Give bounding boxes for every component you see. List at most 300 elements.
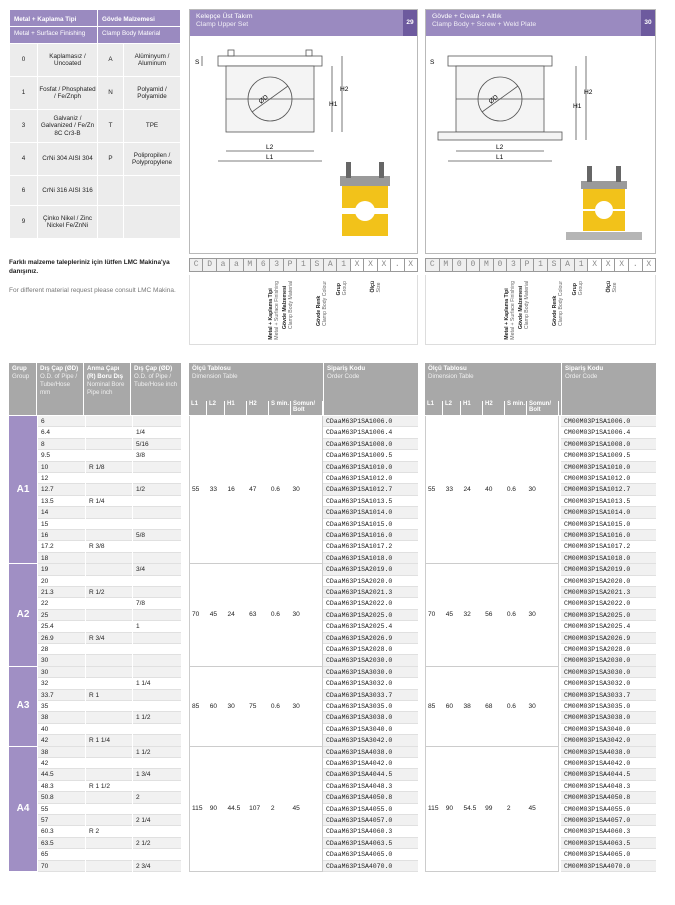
dim-value: 0.6 xyxy=(270,486,280,494)
code-char-box: M xyxy=(480,258,494,272)
order-code-1: CDaaM63P1SA1006.0 xyxy=(323,416,418,427)
material-cell: 6 xyxy=(10,176,38,206)
order-code-1: CDaaM63P1SA2030.0 xyxy=(323,655,418,666)
order-code-1: CDaaM63P1SA1015.0 xyxy=(323,519,418,530)
code-char-box: 3 xyxy=(270,258,283,272)
dim-l1: L1 xyxy=(266,154,274,161)
dim-value: 2 xyxy=(270,805,275,813)
metal-head: Metal + Kaplama Tipi xyxy=(10,10,98,27)
code-char-box: C xyxy=(425,258,440,272)
material-row xyxy=(10,143,181,176)
nominal-bore-cell xyxy=(86,598,132,609)
order-code-2: CM00M03P1SA3042.0 xyxy=(561,735,656,746)
dim-l2: L2 xyxy=(266,144,274,151)
od-inch-cell xyxy=(133,758,181,769)
code-char-box: A xyxy=(324,258,337,272)
clamp-body-drawing xyxy=(426,36,655,252)
dim-value: 45 xyxy=(445,611,454,619)
od-inch-cell: 1 1/2 xyxy=(133,747,181,758)
left-table-header: Grup Group Dış Çap (ØD) O.D. of Pipe / Tube/Hose mm Anma Çapı (R) Boru Dış Nominal Bore Pipe inch Dış Çap (ØD) O.D. of Pipe / Tube/Hose inch xyxy=(9,363,181,415)
order-code-2: CM00M03P1SA2028.0 xyxy=(561,644,656,655)
od-mm-cell: 57 xyxy=(38,815,85,826)
order-code-2: CM00M03P1SA4055.0 xyxy=(561,804,656,815)
order-code-2: CM00M03P1SA3032.0 xyxy=(561,678,656,689)
panel2-title: Gövde + Cıvata + Altlık xyxy=(432,13,502,20)
order-code-2: CM00M03P1SA2025.4 xyxy=(561,621,656,632)
od-inch-cell: 5/16 xyxy=(133,439,181,450)
dim-value: 115 xyxy=(192,805,203,813)
code-char-box: A xyxy=(561,258,575,272)
od-mm-cell: 18 xyxy=(38,553,85,564)
od-inch-cell: 2 1/4 xyxy=(133,815,181,826)
nominal-bore-cell: R 3/8 xyxy=(86,541,132,552)
dim-value: 68 xyxy=(485,702,493,710)
od-mm-cell: 19 xyxy=(38,564,85,575)
nominal-bore-cell xyxy=(86,610,132,621)
order-code-2: CM00M03P1SA4057.0 xyxy=(561,815,656,826)
od-mm-cell: 12 xyxy=(38,473,85,484)
order-code-2: CM00M03P1SA4060.3 xyxy=(561,826,656,837)
dim-col-head: H1 xyxy=(461,401,483,415)
code-char-box: M xyxy=(440,258,454,272)
code-char-box: . xyxy=(629,258,643,272)
material-cell: Kaplamasız / Uncoated xyxy=(38,44,98,77)
svg-text:L2: L2 xyxy=(496,144,504,151)
od-mm-cell: 40 xyxy=(38,724,85,735)
dim-h1: H1 xyxy=(329,101,338,108)
body-head: Gövde Malzemesi xyxy=(98,10,181,27)
od-inch-cell xyxy=(133,553,181,564)
od-inch-cell: 2 xyxy=(133,792,181,803)
order-code-2: CM00M03P1SA2022.0 xyxy=(561,598,656,609)
od-inch-cell: 1/4 xyxy=(133,427,181,438)
od-inch-cell xyxy=(133,690,181,701)
od-mm-cell: 38 xyxy=(38,712,85,723)
dim-value: 70 xyxy=(192,611,200,619)
order-code-1: CDaaM63P1SA4065.0 xyxy=(323,849,418,860)
dims-table-1 xyxy=(189,416,323,564)
od-inch-cell: 3/8 xyxy=(133,450,181,461)
order-code-1: CDaaM63P1SA4042.0 xyxy=(323,758,418,769)
order-code-1: CDaaM63P1SA3033.7 xyxy=(323,690,418,701)
order-code-2: CM00M03P1SA1012.7 xyxy=(561,484,656,495)
material-cell: TPE xyxy=(124,110,181,143)
dim-value: 115 xyxy=(428,805,439,813)
nominal-bore-cell xyxy=(86,576,132,587)
order-code-1: CDaaM63P1SA2019.0 xyxy=(323,564,418,575)
code-legend-1: Metal + Kaplama Tipi Metal + Surface Finishing Gövde Malzemesi Clamp Body Material Gövde Renk Clamp Body Colour Grup Group Ölçü Size xyxy=(189,275,418,345)
code-char-box: X xyxy=(405,258,418,272)
order-code-boxes-1 xyxy=(189,258,418,272)
order-code-2: CM00M03P1SA2019.0 xyxy=(561,564,656,575)
nominal-bore-cell: R 1 1/4 xyxy=(86,735,132,746)
dim-value: 0.6 xyxy=(506,611,516,619)
od-inch-cell xyxy=(133,826,181,837)
order-code-2: CM00M03P1SA4038.0 xyxy=(561,747,656,758)
material-cell: P xyxy=(98,143,124,176)
order-code-1: CDaaM63P1SA1010.0 xyxy=(323,462,418,473)
od-inch-cell: 3/4 xyxy=(133,564,181,575)
order-code-2: CM00M03P1SA4070.0 xyxy=(561,861,656,872)
od-mm-cell: 26.9 xyxy=(38,633,85,644)
order-code-2: CM00M03P1SA1018.0 xyxy=(561,553,656,564)
dim-col-head: L2 xyxy=(443,401,461,415)
dim-value: 90 xyxy=(445,805,454,813)
od-mm-cell: 12.7 xyxy=(38,484,85,495)
dims-table-1 xyxy=(189,667,323,747)
material-row xyxy=(10,206,181,239)
dim-value: 32 xyxy=(463,611,471,619)
clamp-upper-set-drawing xyxy=(190,36,417,252)
dims-table-2 xyxy=(425,564,559,667)
order-code-2: CM00M03P1SA4063.5 xyxy=(561,838,656,849)
dim-value: 56 xyxy=(485,611,493,619)
code-char-box: X xyxy=(364,258,377,272)
od-inch-cell: 2 1/2 xyxy=(133,838,181,849)
order-code-1: CDaaM63P1SA3032.0 xyxy=(323,678,418,689)
code-char-box: D xyxy=(203,258,216,272)
dim-value: 16 xyxy=(227,486,235,494)
dim-value: 55 xyxy=(428,486,436,494)
dim-h2: H2 xyxy=(340,86,349,93)
material-cell: Polyamid / Polyamide xyxy=(124,77,181,110)
dim-value: 60 xyxy=(209,702,218,710)
od-mm-cell: 8 xyxy=(38,439,85,450)
code-char-box: P xyxy=(284,258,297,272)
dim-col-head: H2 xyxy=(247,401,269,415)
code-char-box: 1 xyxy=(575,258,589,272)
panel2-subtitle: Clamp Body + Screw + Weld Plate xyxy=(432,21,537,28)
nominal-bore-cell xyxy=(86,838,132,849)
dims-table-1 xyxy=(189,564,323,667)
od-mm-cell: 33.7 xyxy=(38,690,85,701)
material-cell: T xyxy=(98,110,124,143)
dim-value: 30 xyxy=(292,702,300,710)
nominal-bore-cell xyxy=(86,484,132,495)
od-mm-cell: 32 xyxy=(38,678,85,689)
dim-value: 99 xyxy=(485,805,493,813)
material-cell: 9 xyxy=(10,206,38,239)
dim-s: S xyxy=(195,59,200,66)
order-code-1: CDaaM63P1SA4038.0 xyxy=(323,747,418,758)
dim-value: 45 xyxy=(209,611,218,619)
od-mm-cell: 22 xyxy=(38,598,85,609)
order-code-1: CDaaM63P1SA1014.0 xyxy=(323,507,418,518)
order-code-1: CDaaM63P1SA4048.3 xyxy=(323,781,418,792)
od-inch-cell: 1 1/4 xyxy=(133,678,181,689)
order-code-2: CM00M03P1SA2026.9 xyxy=(561,633,656,644)
order-code-1: CDaaM63P1SA2025.0 xyxy=(323,610,418,621)
panel1-title: Kelepçe Üst Takım xyxy=(196,13,253,20)
order-code-1: CDaaM63P1SA2025.4 xyxy=(323,621,418,632)
nominal-bore-cell xyxy=(86,553,132,564)
dim-col-head: L1 xyxy=(189,401,207,415)
nominal-bore-cell xyxy=(86,861,132,872)
nominal-bore-cell xyxy=(86,792,132,803)
dim-value: 30 xyxy=(528,486,536,494)
note-en: For different material request please consult LMC Makina. xyxy=(9,287,176,294)
dim-value: 54.5 xyxy=(463,805,477,813)
clamp-weld-photo xyxy=(566,166,642,240)
od-mm-cell: 15 xyxy=(38,519,85,530)
order-code-2: CM00M03P1SA1008.0 xyxy=(561,439,656,450)
code-char-box: 0 xyxy=(467,258,481,272)
order-code-1: CDaaM63P1SA4070.0 xyxy=(323,861,418,872)
od-inch-cell: 7/8 xyxy=(133,598,181,609)
dim-col-head: L2 xyxy=(207,401,225,415)
material-cell xyxy=(124,206,181,239)
order-code-1: CDaaM63P1SA4060.3 xyxy=(323,826,418,837)
od-mm-cell: 10 xyxy=(38,462,85,473)
od-mm-cell: 20 xyxy=(38,576,85,587)
group-label: A1 xyxy=(9,416,37,563)
nominal-bore-cell xyxy=(86,416,132,427)
order-code-2: CM00M03P1SA1009.5 xyxy=(561,450,656,461)
nominal-bore-cell xyxy=(86,473,132,484)
product-panel-2 xyxy=(425,9,656,254)
dims-table-2 xyxy=(425,416,559,564)
od-mm-cell: 50.8 xyxy=(38,792,85,803)
order-code-1: CDaaM63P1SA3042.0 xyxy=(323,735,418,746)
code-char-box: X xyxy=(643,258,657,272)
code-char-box: . xyxy=(391,258,404,272)
od-mm-cell: 44.5 xyxy=(38,769,85,780)
od-mm-cell: 9.5 xyxy=(38,450,85,461)
dim-value: 90 xyxy=(209,805,218,813)
order-code-2: CM00M03P1SA2030.0 xyxy=(561,655,656,666)
dim-value: 30 xyxy=(292,611,300,619)
dims-table-1 xyxy=(189,747,323,872)
dim-value: 24 xyxy=(227,611,235,619)
svg-text:H2: H2 xyxy=(584,89,593,96)
code-char-box: P xyxy=(521,258,535,272)
order-code-2: CM00M03P1SA4050.8 xyxy=(561,792,656,803)
nominal-bore-cell xyxy=(86,724,132,735)
od-inch-cell xyxy=(133,473,181,484)
od-inch-cell xyxy=(133,781,181,792)
dim-value: 24 xyxy=(463,486,471,494)
dims-table-2 xyxy=(425,747,559,872)
dim-col-head: Somun/ Bolt xyxy=(291,401,323,415)
order-code-2: CM00M03P1SA1016.0 xyxy=(561,530,656,541)
material-cell: Alüminyum / Aluminum xyxy=(124,44,181,77)
nominal-bore-cell xyxy=(86,644,132,655)
code-char-box: 6 xyxy=(257,258,270,272)
material-cell: CrNi 304 AISI 304 xyxy=(38,143,98,176)
od-mm-cell: 6.4 xyxy=(38,427,85,438)
code-char-box: a xyxy=(230,258,243,272)
dim-value: 47 xyxy=(249,486,257,494)
material-cell: A xyxy=(98,44,124,77)
dim-col-head: H2 xyxy=(483,401,505,415)
material-row xyxy=(10,176,181,206)
dim-value: 85 xyxy=(428,702,436,710)
dims-table-2 xyxy=(425,667,559,747)
od-mm-cell: 14 xyxy=(38,507,85,518)
order-code-boxes-2 xyxy=(425,258,656,272)
od-inch-cell: 2 3/4 xyxy=(133,861,181,872)
nominal-bore-cell xyxy=(86,804,132,815)
order-code-2: CM00M03P1SA2020.0 xyxy=(561,576,656,587)
od-mm-cell: 35 xyxy=(38,701,85,712)
code-char-box: S xyxy=(548,258,562,272)
order-code-2: CM00M03P1SA1017.2 xyxy=(561,541,656,552)
order-code-2: CM00M03P1SA1006.4 xyxy=(561,427,656,438)
page-number-30: 30 xyxy=(641,10,655,36)
od-mm-cell: 25.4 xyxy=(38,621,85,632)
group-label: A4 xyxy=(9,747,37,871)
code-char-box: X xyxy=(615,258,629,272)
nominal-bore-cell xyxy=(86,747,132,758)
order-code-1: CDaaM63P1SA4044.5 xyxy=(323,769,418,780)
od-inch-cell xyxy=(133,587,181,598)
order-code-2: CM00M03P1SA4048.3 xyxy=(561,781,656,792)
dim-value: 0.6 xyxy=(270,611,280,619)
material-cell: Polipropilen / Polypropylene xyxy=(124,143,181,176)
od-mm-cell: 38 xyxy=(38,747,85,758)
od-inch-cell: 1 xyxy=(133,621,181,632)
od-inch-cell xyxy=(133,667,181,678)
od-mm-cell: 28 xyxy=(38,644,85,655)
order-code-1: CDaaM63P1SA1013.5 xyxy=(323,496,418,507)
material-cell: Galvaniz / Galvanized / Fe/Zn 8C Cr3-B xyxy=(38,110,98,143)
od-inch-cell xyxy=(133,735,181,746)
order-code-1: CDaaM63P1SA1008.0 xyxy=(323,439,418,450)
svg-text:S: S xyxy=(430,59,435,66)
material-cell: Fosfat / Phosphated / Fe/Znph xyxy=(38,77,98,110)
nominal-bore-cell xyxy=(86,701,132,712)
order-code-1: CDaaM63P1SA3038.0 xyxy=(323,712,418,723)
dim-value: 45 xyxy=(292,805,300,813)
material-cell: 3 xyxy=(10,110,38,143)
dim-col-head: Somun/ Bolt xyxy=(527,401,559,415)
order-code-1: CDaaM63P1SA3030.0 xyxy=(323,667,418,678)
dim-value: 55 xyxy=(192,486,200,494)
od-inch-cell xyxy=(133,655,181,666)
od-mm-cell: 65 xyxy=(38,849,85,860)
order-code-2: CM00M03P1SA3030.0 xyxy=(561,667,656,678)
order-code-2: CM00M03P1SA3035.0 xyxy=(561,701,656,712)
order-code-2: CM00M03P1SA4044.5 xyxy=(561,769,656,780)
dim-value: 30 xyxy=(528,611,536,619)
nominal-bore-cell: R 1/4 xyxy=(86,496,132,507)
nominal-bore-cell: R 1/8 xyxy=(86,462,132,473)
code-char-box: 1 xyxy=(534,258,548,272)
nominal-bore-cell: R 1 xyxy=(86,690,132,701)
od-inch-cell xyxy=(133,576,181,587)
od-mm-cell: 48.3 xyxy=(38,781,85,792)
nominal-bore-cell xyxy=(86,849,132,860)
dim-value: 45 xyxy=(528,805,536,813)
clamp-photo xyxy=(340,162,390,236)
od-inch-cell: 1/2 xyxy=(133,484,181,495)
dim-value: 63 xyxy=(249,611,257,619)
order-code-1: CDaaM63P1SA2022.0 xyxy=(323,598,418,609)
dim-col-head: S min. xyxy=(505,401,527,415)
od-mm-cell: 70 xyxy=(38,861,85,872)
od-inch-cell xyxy=(133,462,181,473)
od-inch-cell xyxy=(133,519,181,530)
order-code-2: CM00M03P1SA2021.3 xyxy=(561,587,656,598)
code-char-box: 0 xyxy=(494,258,508,272)
order-code-1: CDaaM63P1SA2020.0 xyxy=(323,576,418,587)
od-inch-cell xyxy=(133,507,181,518)
od-inch-cell xyxy=(133,724,181,735)
od-mm-cell: 30 xyxy=(38,655,85,666)
material-cell: N xyxy=(98,77,124,110)
code-char-box: 0 xyxy=(453,258,467,272)
od-mm-cell: 42 xyxy=(38,735,85,746)
code-legend-2: Metal + Kaplama Tipi Metal + Surface Finishing Gövde Malzemesi Clamp Body Material Gövde Renk Clamp Body Colour Grup Group Ölçü Size xyxy=(425,275,656,345)
order-code-2: CM00M03P1SA3040.0 xyxy=(561,724,656,735)
group-label: A3 xyxy=(9,667,37,746)
order-code-2: CM00M03P1SA1012.0 xyxy=(561,473,656,484)
order-code-1: CDaaM63P1SA1012.7 xyxy=(323,484,418,495)
nominal-bore-cell xyxy=(86,564,132,575)
od-mm-cell: 25 xyxy=(38,610,85,621)
od-inch-cell xyxy=(133,416,181,427)
code-char-box: X xyxy=(351,258,364,272)
od-inch-cell xyxy=(133,849,181,860)
nominal-bore-cell xyxy=(86,758,132,769)
nominal-bore-cell xyxy=(86,427,132,438)
od-mm-cell: 55 xyxy=(38,804,85,815)
od-mm-cell: 17.2 xyxy=(38,541,85,552)
order-code-2: CM00M03P1SA3033.7 xyxy=(561,690,656,701)
order-code-1: CDaaM63P1SA4063.5 xyxy=(323,838,418,849)
od-inch-cell xyxy=(133,644,181,655)
code-char-box: a xyxy=(217,258,230,272)
dim-value: 33 xyxy=(209,486,218,494)
nominal-bore-cell xyxy=(86,621,132,632)
order-code-1: CDaaM63P1SA2028.0 xyxy=(323,644,418,655)
order-code-2: CM00M03P1SA1006.0 xyxy=(561,416,656,427)
page-number-29: 29 xyxy=(403,10,417,36)
od-inch-cell xyxy=(133,496,181,507)
material-cell xyxy=(98,176,124,206)
order-code-1: CDaaM63P1SA1006.4 xyxy=(323,427,418,438)
nominal-bore-cell xyxy=(86,769,132,780)
note-tr: Farklı malzeme talepleriniz için lütfen LMC Makina'ya danışınız. xyxy=(9,259,170,275)
code-char-box: X xyxy=(588,258,602,272)
nominal-bore-cell xyxy=(86,678,132,689)
order-code-2: CM00M03P1SA1015.0 xyxy=(561,519,656,530)
dim-col-head: H1 xyxy=(225,401,247,415)
dim-col-head: L1 xyxy=(425,401,443,415)
svg-text:L1: L1 xyxy=(496,154,504,161)
od-inch-cell: 1 3/4 xyxy=(133,769,181,780)
nominal-bore-cell: R 1/2 xyxy=(86,587,132,598)
order-code-2: CM00M03P1SA1010.0 xyxy=(561,462,656,473)
nominal-bore-cell xyxy=(86,519,132,530)
code-char-box: X xyxy=(378,258,391,272)
order-code-1: CDaaM63P1SA2026.9 xyxy=(323,633,418,644)
dim-value: 38 xyxy=(463,702,471,710)
material-row xyxy=(10,110,181,143)
order-code-1: CDaaM63P1SA1017.2 xyxy=(323,541,418,552)
dim-value: 0.6 xyxy=(270,702,280,710)
od-mm-cell: 42 xyxy=(38,758,85,769)
order-code-1: CDaaM63P1SA1018.0 xyxy=(323,553,418,564)
metal-head-en: Metal + Surface Finishing xyxy=(10,27,98,44)
svg-text:H1: H1 xyxy=(573,103,582,110)
dim-value: 60 xyxy=(445,702,454,710)
dim-d: ØD xyxy=(257,93,270,106)
material-cell xyxy=(98,206,124,239)
material-cell: Çinko Nikel / Zinc Nickel Fe/ZnNi xyxy=(38,206,98,239)
material-row xyxy=(10,44,181,77)
order-code-2: CM00M03P1SA1013.5 xyxy=(561,496,656,507)
